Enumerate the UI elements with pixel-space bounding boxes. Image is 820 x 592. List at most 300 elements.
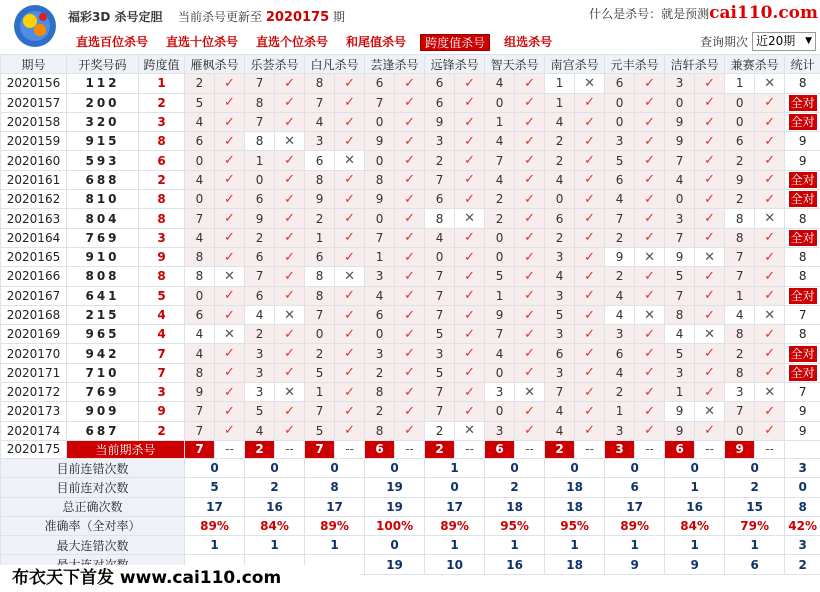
total-value: 7 xyxy=(798,308,807,322)
kill-number-cell: 6 xyxy=(245,247,275,266)
total-value: 全对 xyxy=(790,230,815,245)
check-icon: ✓ xyxy=(695,170,725,189)
span-value-cell: 6 xyxy=(139,151,185,170)
stats-value: 18 xyxy=(545,497,605,516)
kill-number-cell: 0 xyxy=(725,93,755,112)
placeholder-dash: -- xyxy=(695,440,725,458)
stats-value: 9 xyxy=(665,555,725,574)
column-header: 雁枫杀号 xyxy=(185,55,245,74)
stats-label: 目前连错次数 xyxy=(1,458,185,477)
draw-number-cell: 641 xyxy=(67,286,139,305)
table-row xyxy=(1,151,820,170)
check-icon: ✓ xyxy=(215,132,245,151)
kill-number-cell: 0 xyxy=(545,190,575,209)
check-icon: ✓ xyxy=(575,383,605,402)
kill-number-cell: 8 xyxy=(245,93,275,112)
span-value-cell: 9 xyxy=(139,402,185,421)
check-icon: ✓ xyxy=(755,325,785,344)
check-icon: ✓ xyxy=(455,402,485,421)
kill-number-cell: 9 xyxy=(425,112,455,131)
current-total-cell xyxy=(785,440,820,458)
kill-number-cell: 3 xyxy=(605,421,635,440)
check-icon: ✓ xyxy=(275,209,305,228)
span-value-cell: 2 xyxy=(139,421,185,440)
check-icon: ✓ xyxy=(395,112,425,131)
check-icon: ✓ xyxy=(275,93,305,112)
stats-value: 100% xyxy=(365,516,425,535)
kill-number-cell: 6 xyxy=(425,93,455,112)
check-icon: ✓ xyxy=(215,74,245,93)
stats-value: 1 xyxy=(545,536,605,555)
span-value-cell: 8 xyxy=(139,267,185,286)
total-value: 9 xyxy=(798,134,807,149)
total-cell xyxy=(785,286,820,305)
check-icon: ✓ xyxy=(755,344,785,363)
stats-value: 1 xyxy=(185,536,245,555)
kill-number-cell: 8 xyxy=(365,383,395,402)
check-icon: ✓ xyxy=(395,190,425,209)
kill-number-cell: 4 xyxy=(545,267,575,286)
kill-number-cell: 1 xyxy=(545,74,575,93)
kill-number-cell: 7 xyxy=(425,170,455,189)
issue-cell: 2020169 xyxy=(1,325,67,344)
check-icon: ✓ xyxy=(215,247,245,266)
stats-value: 9 xyxy=(605,555,665,574)
period-select[interactable] xyxy=(752,32,816,51)
check-icon: ✓ xyxy=(335,325,365,344)
total-value: 全对 xyxy=(790,288,815,303)
kill-number-cell: 5 xyxy=(185,93,215,112)
kill-table xyxy=(0,54,820,575)
current-kill-cell: 3 xyxy=(605,440,635,458)
stats-label: 准确率（全对率） xyxy=(1,516,185,535)
stats-value: 1 xyxy=(485,536,545,555)
stats-value: 19 xyxy=(365,478,425,497)
total-cell xyxy=(785,190,820,209)
draw-number-cell: 808 xyxy=(67,267,139,286)
stats-value: 1 xyxy=(305,536,365,555)
issue-cell: 2020174 xyxy=(1,421,67,440)
check-icon: ✓ xyxy=(455,93,485,112)
column-header: 元丰杀号 xyxy=(605,55,665,74)
stats-value: 15 xyxy=(725,497,785,516)
table-row xyxy=(1,228,820,247)
check-icon: ✓ xyxy=(335,190,365,209)
kill-number-cell: 2 xyxy=(425,421,455,440)
check-icon: ✓ xyxy=(395,228,425,247)
issue-cell: 2020159 xyxy=(1,132,67,151)
kill-number-cell: 3 xyxy=(665,363,695,382)
total-value: 8 xyxy=(798,211,807,226)
table-body xyxy=(1,74,820,574)
cross-icon: ✕ xyxy=(635,247,665,266)
total-cell xyxy=(785,402,820,421)
check-icon: ✓ xyxy=(515,286,545,305)
check-icon: ✓ xyxy=(515,190,545,209)
draw-number-cell: 910 xyxy=(67,247,139,266)
kill-number-cell: 3 xyxy=(305,132,335,151)
kill-number-cell: 5 xyxy=(665,344,695,363)
kill-number-cell: 3 xyxy=(425,344,455,363)
span-value-cell: 4 xyxy=(139,325,185,344)
check-icon: ✓ xyxy=(215,383,245,402)
kill-number-cell: 8 xyxy=(245,132,275,151)
stats-value: 6 xyxy=(725,555,785,574)
check-icon: ✓ xyxy=(395,325,425,344)
check-icon: ✓ xyxy=(215,151,245,170)
total-cell xyxy=(785,228,820,247)
kill-number-cell: 0 xyxy=(365,209,395,228)
kill-number-cell: 2 xyxy=(605,383,635,402)
column-header: 白凡杀号 xyxy=(305,55,365,74)
check-icon: ✓ xyxy=(215,228,245,247)
stats-value: 1 xyxy=(425,458,485,477)
check-icon: ✓ xyxy=(395,402,425,421)
check-icon: ✓ xyxy=(455,74,485,93)
total-value: 8 xyxy=(798,269,807,284)
check-icon: ✓ xyxy=(515,363,545,382)
kill-number-cell: 4 xyxy=(545,170,575,189)
check-icon: ✓ xyxy=(395,267,425,286)
check-icon: ✓ xyxy=(575,421,605,440)
table-row xyxy=(1,344,820,363)
total-cell xyxy=(785,132,820,151)
stats-value: 1 xyxy=(665,536,725,555)
tab-1[interactable]: 直选百位杀号 xyxy=(76,35,149,49)
issue-cell: 2020168 xyxy=(1,305,67,324)
check-icon: ✓ xyxy=(755,93,785,112)
kill-number-cell: 4 xyxy=(665,325,695,344)
check-icon: ✓ xyxy=(215,402,245,421)
kill-number-cell: 1 xyxy=(245,151,275,170)
issue-cell: 2020158 xyxy=(1,112,67,131)
stats-value: 0 xyxy=(785,478,820,497)
check-icon: ✓ xyxy=(455,151,485,170)
check-icon: ✓ xyxy=(395,209,425,228)
check-icon: ✓ xyxy=(395,305,425,324)
check-icon: ✓ xyxy=(515,151,545,170)
check-icon: ✓ xyxy=(695,267,725,286)
kill-number-cell: 9 xyxy=(665,421,695,440)
check-icon: ✓ xyxy=(635,93,665,112)
stats-value: 0 xyxy=(185,458,245,477)
issue-cell: 2020171 xyxy=(1,363,67,382)
draw-number-cell: 215 xyxy=(67,305,139,324)
check-icon: ✓ xyxy=(575,170,605,189)
cross-icon: ✕ xyxy=(755,305,785,324)
table-row xyxy=(1,190,820,209)
kill-number-cell: 0 xyxy=(665,190,695,209)
check-icon: ✓ xyxy=(695,344,725,363)
kill-number-cell: 8 xyxy=(365,421,395,440)
draw-number-cell: 112 xyxy=(67,74,139,93)
kill-number-cell: 7 xyxy=(245,112,275,131)
check-icon: ✓ xyxy=(395,344,425,363)
site-promo[interactable] xyxy=(589,3,818,23)
check-icon: ✓ xyxy=(635,209,665,228)
check-icon: ✓ xyxy=(455,170,485,189)
kill-number-cell: 5 xyxy=(425,325,455,344)
check-icon: ✓ xyxy=(275,421,305,440)
stats-value: 10 xyxy=(425,555,485,574)
total-cell xyxy=(785,93,820,112)
kill-number-cell: 7 xyxy=(425,267,455,286)
total-cell xyxy=(785,112,820,131)
check-icon: ✓ xyxy=(575,151,605,170)
stats-value: 84% xyxy=(245,516,305,535)
check-icon: ✓ xyxy=(695,228,725,247)
total-value: 9 xyxy=(798,153,807,168)
kill-number-cell: 7 xyxy=(665,286,695,305)
check-icon: ✓ xyxy=(395,74,425,93)
draw-number-cell: 200 xyxy=(67,93,139,112)
table-row xyxy=(1,112,820,131)
stats-value: 1 xyxy=(425,536,485,555)
check-icon: ✓ xyxy=(335,228,365,247)
kill-number-cell: 0 xyxy=(185,151,215,170)
check-icon: ✓ xyxy=(335,363,365,382)
kill-number-cell: 4 xyxy=(245,305,275,324)
span-value-cell: 4 xyxy=(139,305,185,324)
kill-number-cell: 0 xyxy=(485,228,515,247)
update-info xyxy=(178,8,345,25)
tab-bar xyxy=(72,34,566,51)
stats-value: 16 xyxy=(485,555,545,574)
stats-value: 1 xyxy=(665,478,725,497)
kill-number-cell: 9 xyxy=(245,209,275,228)
kill-number-cell: 6 xyxy=(545,344,575,363)
stats-value: 2 xyxy=(485,478,545,497)
check-icon: ✓ xyxy=(755,247,785,266)
kill-number-cell: 8 xyxy=(185,363,215,382)
check-icon: ✓ xyxy=(695,132,725,151)
stats-value: 1 xyxy=(725,536,785,555)
issue-cell: 2020157 xyxy=(1,93,67,112)
check-icon: ✓ xyxy=(575,267,605,286)
stats-value: 89% xyxy=(305,516,365,535)
check-icon: ✓ xyxy=(335,93,365,112)
kill-number-cell: 1 xyxy=(305,228,335,247)
check-icon: ✓ xyxy=(635,325,665,344)
kill-number-cell: 8 xyxy=(725,228,755,247)
check-icon: ✓ xyxy=(755,402,785,421)
check-icon: ✓ xyxy=(335,305,365,324)
total-value: 7 xyxy=(798,385,807,400)
tab-3[interactable]: 直选个位杀号 xyxy=(256,35,329,49)
kill-number-cell: 3 xyxy=(545,363,575,382)
check-icon: ✓ xyxy=(635,190,665,209)
check-icon: ✓ xyxy=(455,112,485,131)
kill-number-cell: 4 xyxy=(365,286,395,305)
kill-number-cell: 8 xyxy=(305,286,335,305)
check-icon: ✓ xyxy=(395,286,425,305)
current-kill-cell: 7 xyxy=(185,440,215,458)
column-header: 芸逢杀号 xyxy=(365,55,425,74)
check-icon: ✓ xyxy=(755,286,785,305)
check-icon: ✓ xyxy=(275,74,305,93)
update-issue: 2020175 xyxy=(265,10,330,25)
check-icon: ✓ xyxy=(275,267,305,286)
kill-number-cell: 0 xyxy=(305,325,335,344)
kill-number-cell: 6 xyxy=(185,305,215,324)
placeholder-dash: -- xyxy=(515,440,545,458)
current-kill-cell: 6 xyxy=(665,440,695,458)
total-cell xyxy=(785,170,820,189)
stats-value: 6 xyxy=(605,478,665,497)
check-icon: ✓ xyxy=(215,190,245,209)
site-link[interactable]: cai110.com xyxy=(709,3,818,23)
column-header: 开奖号码 xyxy=(67,55,139,74)
kill-number-cell: 3 xyxy=(245,363,275,382)
issue-cell: 2020167 xyxy=(1,286,67,305)
stats-value: 8 xyxy=(305,478,365,497)
kill-number-cell: 2 xyxy=(725,344,755,363)
check-icon: ✓ xyxy=(215,421,245,440)
kill-number-cell: 7 xyxy=(665,228,695,247)
column-header: 期号 xyxy=(1,55,67,74)
current-kill-cell: 2 xyxy=(425,440,455,458)
kill-number-cell: 3 xyxy=(245,344,275,363)
stats-value: 89% xyxy=(425,516,485,535)
kill-number-cell: 0 xyxy=(245,170,275,189)
check-icon: ✓ xyxy=(635,421,665,440)
column-header: 智天杀号 xyxy=(485,55,545,74)
kill-number-cell: 0 xyxy=(365,112,395,131)
issue-cell: 2020172 xyxy=(1,383,67,402)
tab-5[interactable]: 跨度值杀号 xyxy=(420,34,490,51)
cross-icon: ✕ xyxy=(515,383,545,402)
kill-number-cell: 7 xyxy=(485,151,515,170)
kill-number-cell: 6 xyxy=(305,151,335,170)
span-value-cell: 8 xyxy=(139,132,185,151)
check-icon: ✓ xyxy=(755,228,785,247)
check-icon: ✓ xyxy=(515,209,545,228)
check-icon: ✓ xyxy=(515,305,545,324)
kill-number-cell: 4 xyxy=(485,170,515,189)
check-icon: ✓ xyxy=(515,228,545,247)
placeholder-dash: -- xyxy=(455,440,485,458)
check-icon: ✓ xyxy=(575,247,605,266)
current-kill-cell: 7 xyxy=(305,440,335,458)
check-icon: ✓ xyxy=(695,383,725,402)
kill-number-cell: 5 xyxy=(545,305,575,324)
kill-number-cell: 6 xyxy=(725,132,755,151)
tab-6[interactable]: 组选杀号 xyxy=(504,35,553,49)
check-icon: ✓ xyxy=(755,363,785,382)
check-icon: ✓ xyxy=(395,93,425,112)
kill-number-cell: 7 xyxy=(245,74,275,93)
check-icon: ✓ xyxy=(215,93,245,112)
stats-value: 16 xyxy=(665,497,725,516)
check-icon: ✓ xyxy=(515,112,545,131)
span-value-cell: 8 xyxy=(139,190,185,209)
stats-row xyxy=(1,458,820,477)
total-value: 8 xyxy=(798,76,807,91)
total-cell xyxy=(785,325,820,344)
stats-value: 1 xyxy=(605,536,665,555)
total-cell xyxy=(785,383,820,402)
check-icon: ✓ xyxy=(515,93,545,112)
current-label-cell: 当前期杀号 xyxy=(67,440,185,458)
table-header-row xyxy=(1,55,820,74)
kill-number-cell: 7 xyxy=(605,209,635,228)
kill-number-cell: 7 xyxy=(425,383,455,402)
total-cell xyxy=(785,247,820,266)
column-header: 远锋杀号 xyxy=(425,55,485,74)
draw-number-cell: 687 xyxy=(67,421,139,440)
check-icon: ✓ xyxy=(635,151,665,170)
kill-number-cell: 2 xyxy=(185,74,215,93)
kill-number-cell: 4 xyxy=(185,228,215,247)
kill-number-cell: 2 xyxy=(545,228,575,247)
cross-icon: ✕ xyxy=(695,247,725,266)
span-value-cell: 3 xyxy=(139,228,185,247)
check-icon: ✓ xyxy=(695,363,725,382)
update-prefix: 当前杀号更新至 xyxy=(178,10,263,24)
cross-icon: ✕ xyxy=(695,402,725,421)
issue-cell: 2020162 xyxy=(1,190,67,209)
check-icon: ✓ xyxy=(335,286,365,305)
kill-number-cell: 8 xyxy=(365,170,395,189)
kill-number-cell: 4 xyxy=(605,363,635,382)
kill-number-cell: 6 xyxy=(305,247,335,266)
stats-value: 18 xyxy=(485,497,545,516)
tab-4[interactable]: 和尾值杀号 xyxy=(346,35,407,49)
kill-number-cell: 2 xyxy=(305,209,335,228)
draw-number-cell: 915 xyxy=(67,132,139,151)
kill-number-cell: 0 xyxy=(185,286,215,305)
check-icon: ✓ xyxy=(575,112,605,131)
stats-value: 8 xyxy=(785,497,820,516)
kill-number-cell: 6 xyxy=(365,74,395,93)
kill-number-cell: 0 xyxy=(605,93,635,112)
kill-number-cell: 3 xyxy=(365,267,395,286)
kill-number-cell: 0 xyxy=(485,402,515,421)
table-row xyxy=(1,383,820,402)
cross-icon: ✕ xyxy=(695,325,725,344)
kill-number-cell: 2 xyxy=(305,344,335,363)
stats-value: 2 xyxy=(785,555,820,574)
total-cell xyxy=(785,305,820,324)
kill-number-cell: 6 xyxy=(245,190,275,209)
placeholder-dash: -- xyxy=(755,440,785,458)
kill-number-cell: 0 xyxy=(485,93,515,112)
kill-number-cell: 2 xyxy=(365,363,395,382)
column-header: 乐荟杀号 xyxy=(245,55,305,74)
kill-number-cell: 5 xyxy=(305,363,335,382)
check-icon: ✓ xyxy=(575,402,605,421)
check-icon: ✓ xyxy=(635,228,665,247)
cross-icon: ✕ xyxy=(755,74,785,93)
check-icon: ✓ xyxy=(455,363,485,382)
draw-number-cell: 804 xyxy=(67,209,139,228)
kill-number-cell: 7 xyxy=(485,325,515,344)
kill-number-cell: 5 xyxy=(425,363,455,382)
logo-icon xyxy=(12,3,58,49)
check-icon: ✓ xyxy=(215,209,245,228)
total-value: 全对 xyxy=(790,115,815,130)
check-icon: ✓ xyxy=(275,170,305,189)
kill-number-cell: 6 xyxy=(605,170,635,189)
stats-row xyxy=(1,516,820,535)
check-icon: ✓ xyxy=(515,267,545,286)
check-icon: ✓ xyxy=(635,363,665,382)
tab-2[interactable]: 直选十位杀号 xyxy=(166,35,239,49)
stats-value: 89% xyxy=(185,516,245,535)
kill-number-cell: 2 xyxy=(725,190,755,209)
check-icon: ✓ xyxy=(455,286,485,305)
kill-number-cell: 1 xyxy=(485,112,515,131)
